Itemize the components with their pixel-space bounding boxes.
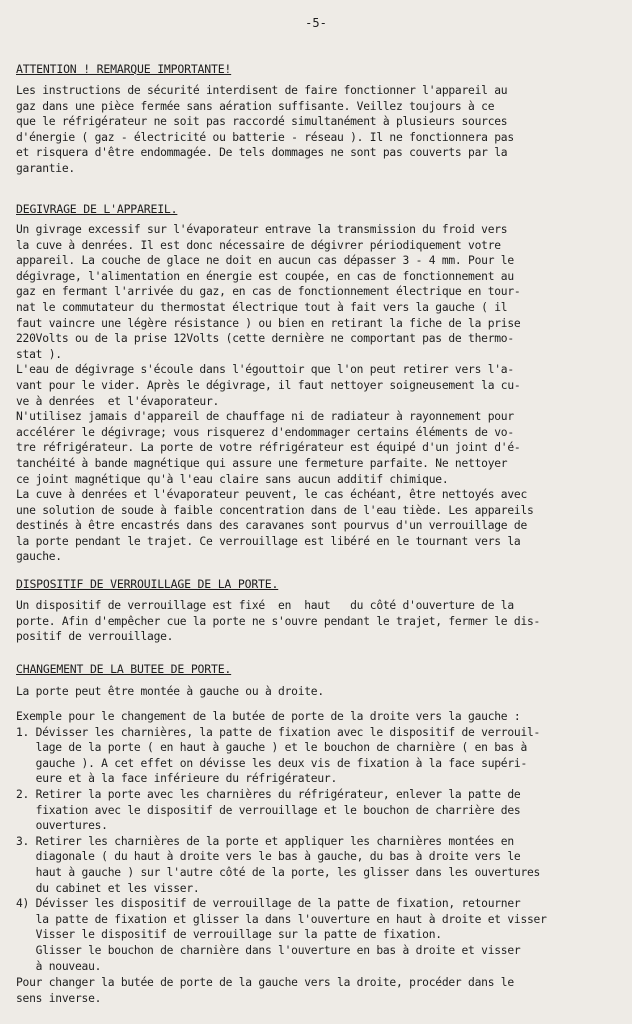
text-line: 220Volts ou de la prise 12Volts (cette dernière ne comportant pas de thermo- xyxy=(16,332,514,346)
text-line: appareil. La couche de glace ne doit en aucun cas dépasser 3 - 4 mm. Pour le xyxy=(16,254,514,268)
text-line: ce joint magnétique qu'à l'eau claire sans aucun additif chimique. xyxy=(16,472,449,486)
paragraph xyxy=(16,598,628,645)
section-heading-verrouillage: DISPOSITIF DE VERROUILLAGE DE LA PORTE. xyxy=(16,577,279,591)
text-line: que le réfrigérateur ne soit pas raccordé simultanément à plusieurs sources xyxy=(16,115,508,129)
list-item: 2. Retirer la porte avec les charnières du réfrigérateur, enlever la patte de xyxy=(16,787,521,801)
text-line: tre réfrigérateur. La porte de votre réfrigérateur est équipé d'un joint d'é- xyxy=(16,441,521,455)
text-line: garantie. xyxy=(16,161,75,175)
text-line: d'énergie ( gaz - électricité ou batterie - réseau ). Il ne fonctionnera pas xyxy=(16,130,514,144)
instructions-list xyxy=(16,709,628,974)
section-heading-degivrage: DEGIVRAGE DE L'APPAREIL. xyxy=(16,202,178,216)
text-line: sens inverse. xyxy=(16,991,102,1005)
text-line: ouvertures. xyxy=(16,819,108,833)
text-line: la patte de fixation et glisser la dans l'ouverture en haut à droite et visser xyxy=(16,912,547,926)
text-line: Les instructions de sécurité interdisent de faire fonctionner l'appareil au xyxy=(16,84,508,97)
list-item: 3. Retirer les charnières de la porte et appliquer les charnières montées en xyxy=(16,834,514,848)
list-item: 4) Dévisser les dispositif de verrouillage de la patte de fixation, retourner xyxy=(16,897,521,911)
text-line: stat ). xyxy=(16,347,62,361)
text-line: gaz dans une pièce fermée sans aération suffisante. Veillez toujours à ce xyxy=(16,99,495,113)
text-line: Un dispositif de verrouillage est fixé en haut du côté d'ouverture de la xyxy=(16,599,514,612)
text-line: à nouveau. xyxy=(16,959,102,973)
text-line: Pour changer la butée de porte de la gauche vers la droite, procéder dans le xyxy=(16,976,514,989)
paragraph xyxy=(16,684,628,700)
text-line: Glisser le bouchon de charnière dans l'ouverture en bas à droite et visser xyxy=(16,943,521,957)
paragraph xyxy=(16,222,628,565)
text-line: ve à denrées et l'évaporateur. xyxy=(16,394,220,408)
text-line: la porte pendant le trajet. Ce verrouillage est libéré en le tournant vers la xyxy=(16,534,521,548)
text-line: tanchéité à bande magnétique qui assure une fermeture parfaite. Ne nettoyer xyxy=(16,456,508,470)
text-line: gaz en fermant l'arrivée du gaz, en cas de fonctionnement électrique en tour- xyxy=(16,285,521,299)
text-line: une solution de soude à faible concentration dans de l'eau tiède. Les appareils xyxy=(16,503,534,517)
text-line: N'utilisez jamais d'appareil de chauffage ni de radiateur à rayonnement pour xyxy=(16,410,514,424)
section-heading-attention: ATTENTION ! REMARQUE IMPORTANTE! xyxy=(16,62,232,76)
text-line: Un givrage excessif sur l'évaporateur entrave la transmission du froid vers xyxy=(16,223,508,236)
text-line: faut vaincre une légère résistance ) ou bien en retirant la fiche de la prise xyxy=(16,316,521,330)
text-line: gauche ). A cet effet on dévisse les deux vis de fixation à la face supéri- xyxy=(16,756,528,770)
text-line: fixation avec le dispositif de verrouillage et le bouchon de charrière des xyxy=(16,803,521,817)
paragraph xyxy=(16,975,628,1006)
section-heading-butee: CHANGEMENT DE LA BUTEE DE PORTE. xyxy=(16,662,232,676)
text-line: La cuve à denrées et l'évaporateur peuvent, le cas échéant, être nettoyés avec xyxy=(16,488,528,502)
text-line: accélérer le dégivrage; vous risquerez d'endommager certains éléments de vo- xyxy=(16,425,514,439)
text-line: dégivrage, l'alimentation en énergie est coupée, en cas de fonctionnement au xyxy=(16,269,514,283)
list-item: 1. Dévisser les charnières, la patte de fixation avec le dispositif de verrouil- xyxy=(16,725,541,739)
text-line: L'eau de dégivrage s'écoule dans l'égouttoir que l'on peut retirer vers l'a- xyxy=(16,363,514,377)
text-line: porte. Afin d'empêcher cue la porte ne s'ouvre pendant le trajet, fermer le dis- xyxy=(16,614,541,628)
page-number: -5- xyxy=(305,16,327,30)
text-line: du cabinet et les visser. xyxy=(16,881,200,895)
text-line: lage de la porte ( en haut à gauche ) et le bouchon de charnière ( en bas à xyxy=(16,741,528,755)
text-line: nat le commutateur du thermostat électrique tout à fait vers la gauche ( il xyxy=(16,300,508,314)
text-line: Visser le dispositif de verrouillage sur la patte de fixation. xyxy=(16,928,442,942)
text-line: positif de verrouillage. xyxy=(16,630,174,644)
text-line: diagonale ( du haut à droite vers le bas à gauche, du bas à droite vers le xyxy=(16,850,521,864)
text-line: haut à gauche ) sur l'autre côté de la porte, les glisser dans les ouvertures xyxy=(16,865,541,879)
text-line: La porte peut être montée à gauche ou à droite. xyxy=(16,685,324,698)
text-line: et risquera d'être endommagée. De tels dommages ne sont pas couverts par la xyxy=(16,146,508,160)
paragraph xyxy=(16,83,628,177)
text-line: Exemple pour le changement de la butée de porte de la droite vers la gauche : xyxy=(16,710,521,723)
text-line: vant pour le vider. Après le dégivrage, il faut nettoyer soigneusement la cu- xyxy=(16,378,521,392)
text-line: gauche. xyxy=(16,550,62,564)
text-line: destinés à être encastrés dans des caravanes sont pourvus d'un verrouillage de xyxy=(16,519,528,533)
text-line: la cuve à denrées. Il est donc nécessaire de dégivrer périodiquement votre xyxy=(16,238,501,252)
text-line: eure et à la face inférieure du réfrigérateur. xyxy=(16,772,338,786)
